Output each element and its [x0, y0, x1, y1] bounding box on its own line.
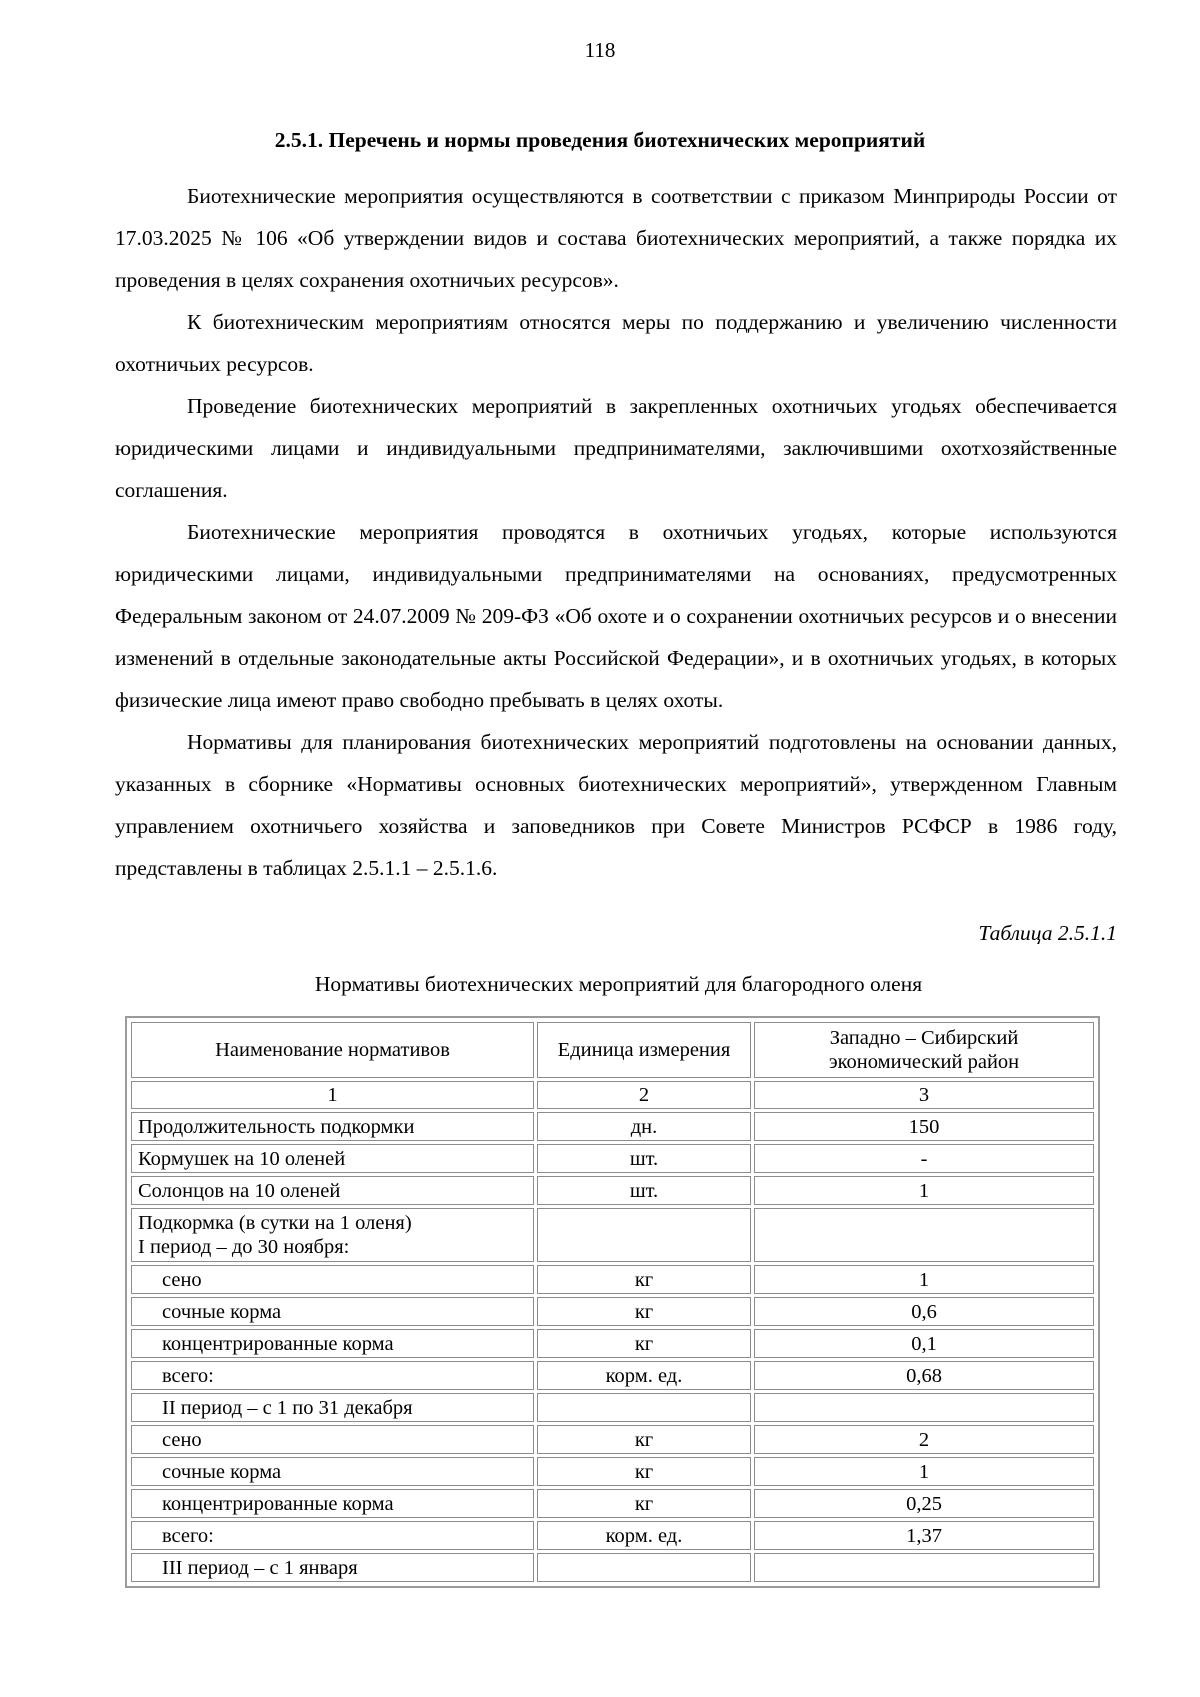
unit-cell	[537, 1553, 751, 1582]
unit-cell: кг	[537, 1457, 751, 1486]
value-cell: 0,6	[754, 1297, 1094, 1326]
table-row	[131, 1489, 1094, 1518]
name-cell: III период – с 1 января	[131, 1553, 534, 1582]
table-row	[131, 1208, 1094, 1262]
value-cell: 1	[754, 1176, 1094, 1205]
value-cell: 0,1	[754, 1329, 1094, 1358]
unit-cell: корм. ед.	[537, 1521, 751, 1550]
unit-cell: шт.	[537, 1144, 751, 1173]
unit-cell: кг	[537, 1329, 751, 1358]
header-cell: Наименование нормативов	[131, 1022, 534, 1078]
unit-cell	[537, 1208, 751, 1262]
table-row	[131, 1457, 1094, 1486]
header-cell: Западно – Сибирский экономический район	[754, 1022, 1094, 1078]
paragraph: К биотехническим мероприятиям относятся меры по поддержанию и увеличению численности охотничьих ресурсов.	[115, 310, 1117, 376]
norms-table	[128, 1019, 1097, 1585]
table-row	[131, 1112, 1094, 1141]
name-cell: концентрированные корма	[131, 1329, 534, 1358]
table-row	[131, 1265, 1094, 1294]
name-cell: Продолжительность подкормки	[131, 1112, 534, 1141]
name-cell: II период – с 1 по 31 декабря	[131, 1393, 534, 1422]
table-row	[131, 1297, 1094, 1326]
name-cell: всего:	[131, 1521, 534, 1550]
page-number: 118	[584, 38, 616, 62]
value-cell: 150	[754, 1112, 1094, 1141]
table-row	[131, 1425, 1094, 1454]
column-number-cell: 1	[131, 1081, 534, 1109]
table-row	[131, 1144, 1094, 1173]
name-cell: Солонцов на 10 оленей	[131, 1176, 534, 1205]
table-header-row	[131, 1022, 1094, 1078]
name-cell: сочные корма	[131, 1457, 534, 1486]
name-cell: сено	[131, 1265, 534, 1294]
table-number: Таблица 2.5.1.1	[978, 921, 1117, 945]
unit-cell: шт.	[537, 1176, 751, 1205]
unit-cell: кг	[537, 1425, 751, 1454]
value-cell: 0,25	[754, 1489, 1094, 1518]
unit-cell	[537, 1393, 751, 1422]
paragraph: Биотехнические мероприятия осуществляются в соответствии с приказом Минприроды России от 17.03.2025 № 106 «Об утверждении видов и состава биотехнических мероприятий, а также порядка их проведения в целях сохранения охотничьих ресурсов».	[115, 184, 1117, 292]
column-number-cell: 3	[754, 1081, 1094, 1109]
value-cell: 1,37	[754, 1521, 1094, 1550]
unit-cell: кг	[537, 1489, 751, 1518]
table-row	[131, 1329, 1094, 1358]
body-text	[115, 175, 1117, 889]
unit-cell: кг	[537, 1265, 751, 1294]
norms-table-frame	[125, 1016, 1100, 1588]
name-line: Подкормка (в сутки на 1 оленя)	[138, 1212, 412, 1234]
name-cell: Кормушек на 10 оленей	[131, 1144, 534, 1173]
name-cell: сочные корма	[131, 1297, 534, 1326]
value-cell	[754, 1208, 1094, 1262]
table-row	[131, 1553, 1094, 1582]
unit-cell: дн.	[537, 1112, 751, 1141]
value-cell: 1	[754, 1457, 1094, 1486]
table-title: Нормативы биотехнических мероприятий для благородного оленя	[314, 972, 923, 996]
header-cell: Единица измерения	[537, 1022, 751, 1078]
paragraph: Биотехнические мероприятия проводятся в охотничьих угодьях, которые используются юридическими лицами, индивидуальными предпринимателями на основаниях, предусмотренных Федеральным законом от 24.07.2009 № 209-ФЗ «Об охоте и о сохранении охотничьих ресурсов и о внесении изменений в отдельные законодательные акты Российской Федерации», и в охотничьих угодьях, в которых физические лица имеют право свободно пребывать в целях охоты.	[115, 520, 1117, 712]
name-line: I период – до 30 ноября:	[138, 1236, 350, 1258]
value-cell: -	[754, 1144, 1094, 1173]
value-cell	[754, 1553, 1094, 1582]
table-row	[131, 1521, 1094, 1550]
name-cell	[131, 1208, 534, 1262]
paragraph: Нормативы для планирования биотехнических мероприятий подготовлены на основании данных, указанных в сборнике «Нормативы основных биотехнических мероприятий», утвержденном Главным управлением охотничьего хозяйства и заповедников при Совете Министров РСФСР в 1986 году, представлены в таблицах 2.5.1.1 – 2.5.1.6.	[115, 730, 1117, 880]
unit-cell: кг	[537, 1297, 751, 1326]
column-number-cell: 2	[537, 1081, 751, 1109]
column-number-row	[131, 1081, 1094, 1109]
name-cell: концентрированные корма	[131, 1489, 534, 1518]
value-cell: 1	[754, 1265, 1094, 1294]
value-cell	[754, 1393, 1094, 1422]
table-row	[131, 1361, 1094, 1390]
unit-cell: корм. ед.	[537, 1361, 751, 1390]
value-cell: 0,68	[754, 1361, 1094, 1390]
table-row	[131, 1176, 1094, 1205]
value-cell: 2	[754, 1425, 1094, 1454]
table-row	[131, 1393, 1094, 1422]
name-cell: всего:	[131, 1361, 534, 1390]
section-heading: 2.5.1. Перечень и нормы проведения биотехнических мероприятий	[274, 128, 926, 152]
paragraph: Проведение биотехнических мероприятий в закрепленных охотничьих угодьях обеспечивается юридическими лицами и индивидуальными предпринимателями, заключившими охотхозяйственные соглашения.	[115, 394, 1117, 502]
name-cell: сено	[131, 1425, 534, 1454]
